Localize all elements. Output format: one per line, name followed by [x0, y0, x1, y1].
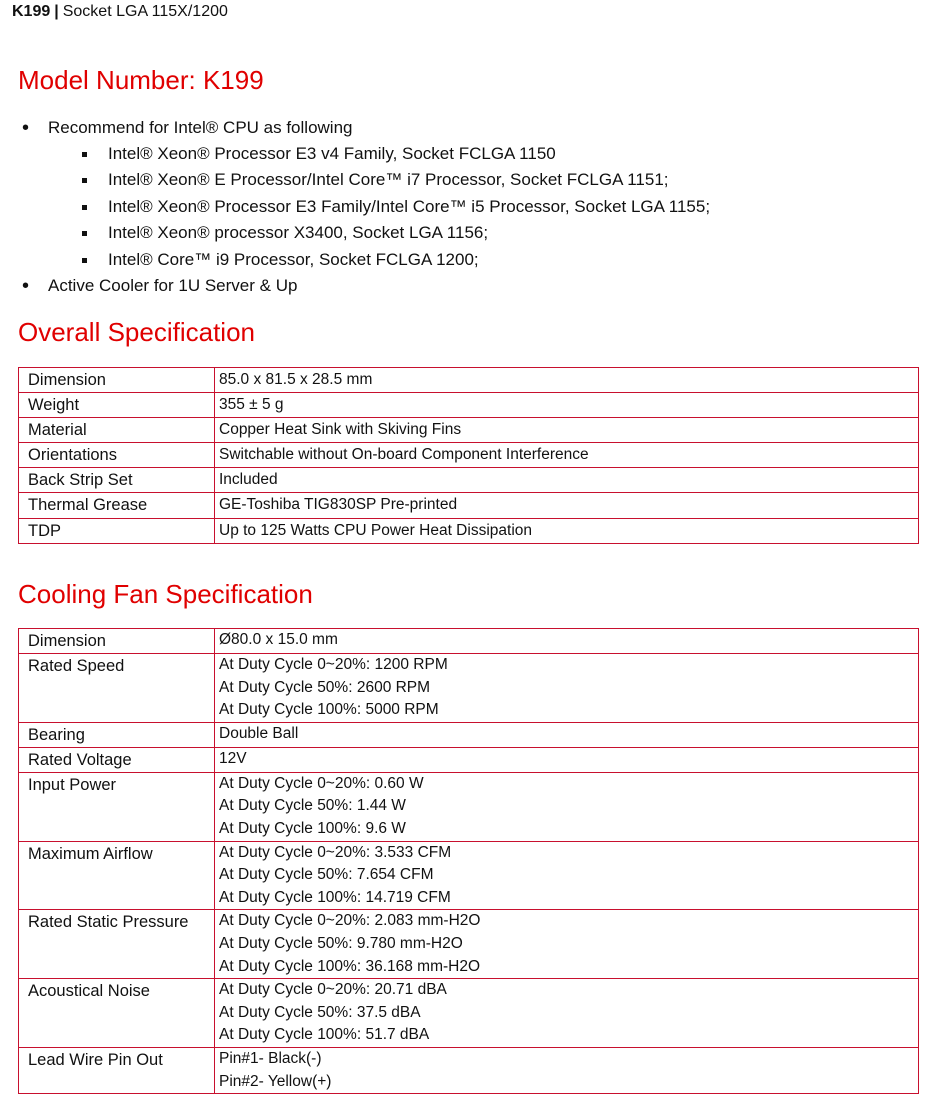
spec-value	[215, 979, 919, 1048]
spec-value-line: At Duty Cycle 50%: 9.780 mm-H2O	[219, 934, 463, 952]
spec-label: Material	[19, 418, 215, 443]
spec-value: GE-Toshiba TIG830SP Pre-printed	[215, 493, 919, 518]
spec-value-line: 12V	[219, 749, 247, 767]
spec-value: 355 ± 5 g	[215, 393, 919, 418]
cpu-list-item	[0, 195, 946, 221]
bullet-text: Recommend for Intel® CPU as following	[48, 118, 353, 137]
table-row	[19, 493, 919, 518]
model-number-heading: Model Number: K199	[18, 65, 264, 95]
square-bullet-icon	[82, 152, 87, 157]
spec-label: Dimension	[19, 629, 215, 654]
table-row	[19, 772, 919, 841]
spec-value-line: Double Ball	[219, 724, 299, 742]
spec-value-line: Ø80.0 x 15.0 mm	[219, 631, 338, 648]
table-row	[19, 979, 919, 1048]
header-socket: Socket LGA 115X/1200	[62, 3, 228, 20]
table-row	[19, 629, 919, 654]
recommendation-list	[0, 116, 946, 300]
spec-label: Rated Speed	[19, 654, 215, 723]
spec-label: Bearing	[19, 722, 215, 747]
spec-label: Rated Voltage	[19, 747, 215, 772]
spec-value-line: Pin#1- Black(-)	[219, 1049, 322, 1067]
spec-label: Acoustical Noise	[19, 979, 215, 1048]
bullet-dot-icon: •	[22, 274, 30, 297]
table-row	[19, 1047, 919, 1093]
header-model: K199	[12, 3, 51, 20]
spec-value-line: At Duty Cycle 50%: 37.5 dBA	[219, 1003, 421, 1021]
bullet-dot-icon: •	[22, 117, 30, 139]
spec-value	[215, 654, 919, 723]
table-row	[19, 722, 919, 747]
spec-value	[215, 910, 919, 979]
table-row	[19, 747, 919, 772]
page-header	[12, 2, 228, 22]
spec-value-line: At Duty Cycle 0~20%: 3.533 CFM	[219, 843, 452, 861]
spec-value-line: At Duty Cycle 50%: 1.44 W	[219, 797, 406, 815]
table-row	[19, 368, 919, 393]
spec-value-line: At Duty Cycle 100%: 5000 RPM	[219, 701, 439, 719]
spec-value-line: At Duty Cycle 0~20%: 20.71 dBA	[219, 981, 447, 999]
spec-value	[215, 772, 919, 841]
spec-value-line: At Duty Cycle 100%: 9.6 W	[219, 819, 406, 837]
fan-spec-heading: Cooling Fan Specification	[18, 579, 313, 609]
spec-value-line: At Duty Cycle 0~20%: 0.60 W	[219, 774, 424, 792]
spec-value-line: At Duty Cycle 100%: 36.168 mm-H2O	[219, 957, 481, 975]
overall-spec-table	[18, 367, 919, 544]
spec-value	[215, 841, 919, 910]
cpu-item-text: Intel® Xeon® processor X3400, Socket LGA 1156;	[108, 223, 489, 243]
spec-value-line: At Duty Cycle 50%: 7.654 CFM	[219, 866, 434, 884]
table-row	[19, 418, 919, 443]
cpu-list-item	[0, 168, 946, 194]
spec-label: Back Strip Set	[19, 468, 215, 493]
spec-value-line: At Duty Cycle 0~20%: 2.083 mm-H2O	[219, 912, 481, 930]
bullet-active-cooler	[0, 274, 946, 300]
bullet-recommend	[0, 116, 946, 142]
spec-value-line: Pin#2- Yellow(+)	[219, 1072, 332, 1090]
overall-spec-heading: Overall Specification	[18, 317, 255, 347]
spec-label: Thermal Grease	[19, 493, 215, 518]
spec-label: Orientations	[19, 443, 215, 468]
cpu-item-text: Intel® Xeon® E Processor/Intel Core™ i7 Processor, Socket FCLGA 1151;	[108, 170, 669, 190]
square-bullet-icon	[82, 205, 87, 210]
spec-value: Up to 125 Watts CPU Power Heat Dissipation	[215, 518, 919, 543]
spec-value: Copper Heat Sink with Skiving Fins	[215, 418, 919, 443]
table-row	[19, 443, 919, 468]
table-row	[19, 518, 919, 543]
cpu-list-item	[0, 221, 946, 247]
square-bullet-icon	[82, 178, 87, 183]
spec-value: 85.0 x 81.5 x 28.5 mm	[215, 368, 919, 393]
square-bullet-icon	[82, 258, 87, 263]
spec-label: Rated Static Pressure	[19, 910, 215, 979]
table-row	[19, 910, 919, 979]
table-row	[19, 841, 919, 910]
spec-value-line: At Duty Cycle 100%: 14.719 CFM	[219, 888, 451, 906]
fan-spec-table	[18, 628, 919, 1094]
header-separator: |	[54, 3, 59, 20]
spec-value-line: At Duty Cycle 0~20%: 1200 RPM	[219, 656, 448, 673]
bullet-text: Active Cooler for 1U Server & Up	[48, 275, 298, 295]
spec-value	[215, 747, 919, 772]
square-bullet-icon	[82, 231, 87, 236]
table-row	[19, 654, 919, 723]
spec-value: Included	[215, 468, 919, 493]
spec-label: Dimension	[19, 368, 215, 393]
spec-label: Weight	[19, 393, 215, 418]
spec-value-line: At Duty Cycle 100%: 51.7 dBA	[219, 1026, 430, 1044]
cpu-item-text: Intel® Xeon® Processor E3 v4 Family, Socket FCLGA 1150	[108, 144, 556, 163]
spec-value: Switchable without On-board Component Interference	[215, 443, 919, 468]
table-row	[19, 393, 919, 418]
table-row	[19, 468, 919, 493]
cpu-list-item	[0, 248, 946, 274]
spec-label: Maximum Airflow	[19, 841, 215, 910]
cpu-item-text: Intel® Core™ i9 Processor, Socket FCLGA 1200;	[108, 249, 479, 269]
spec-value	[215, 722, 919, 747]
spec-value	[215, 629, 919, 654]
spec-value-line: At Duty Cycle 50%: 2600 RPM	[219, 678, 431, 696]
spec-label: Lead Wire Pin Out	[19, 1047, 215, 1093]
spec-value	[215, 1047, 919, 1093]
cpu-list-item	[0, 142, 946, 168]
cpu-item-text: Intel® Xeon® Processor E3 Family/Intel Core™ i5 Processor, Socket LGA 1155;	[108, 196, 711, 216]
spec-label: TDP	[19, 518, 215, 543]
spec-label: Input Power	[19, 772, 215, 841]
